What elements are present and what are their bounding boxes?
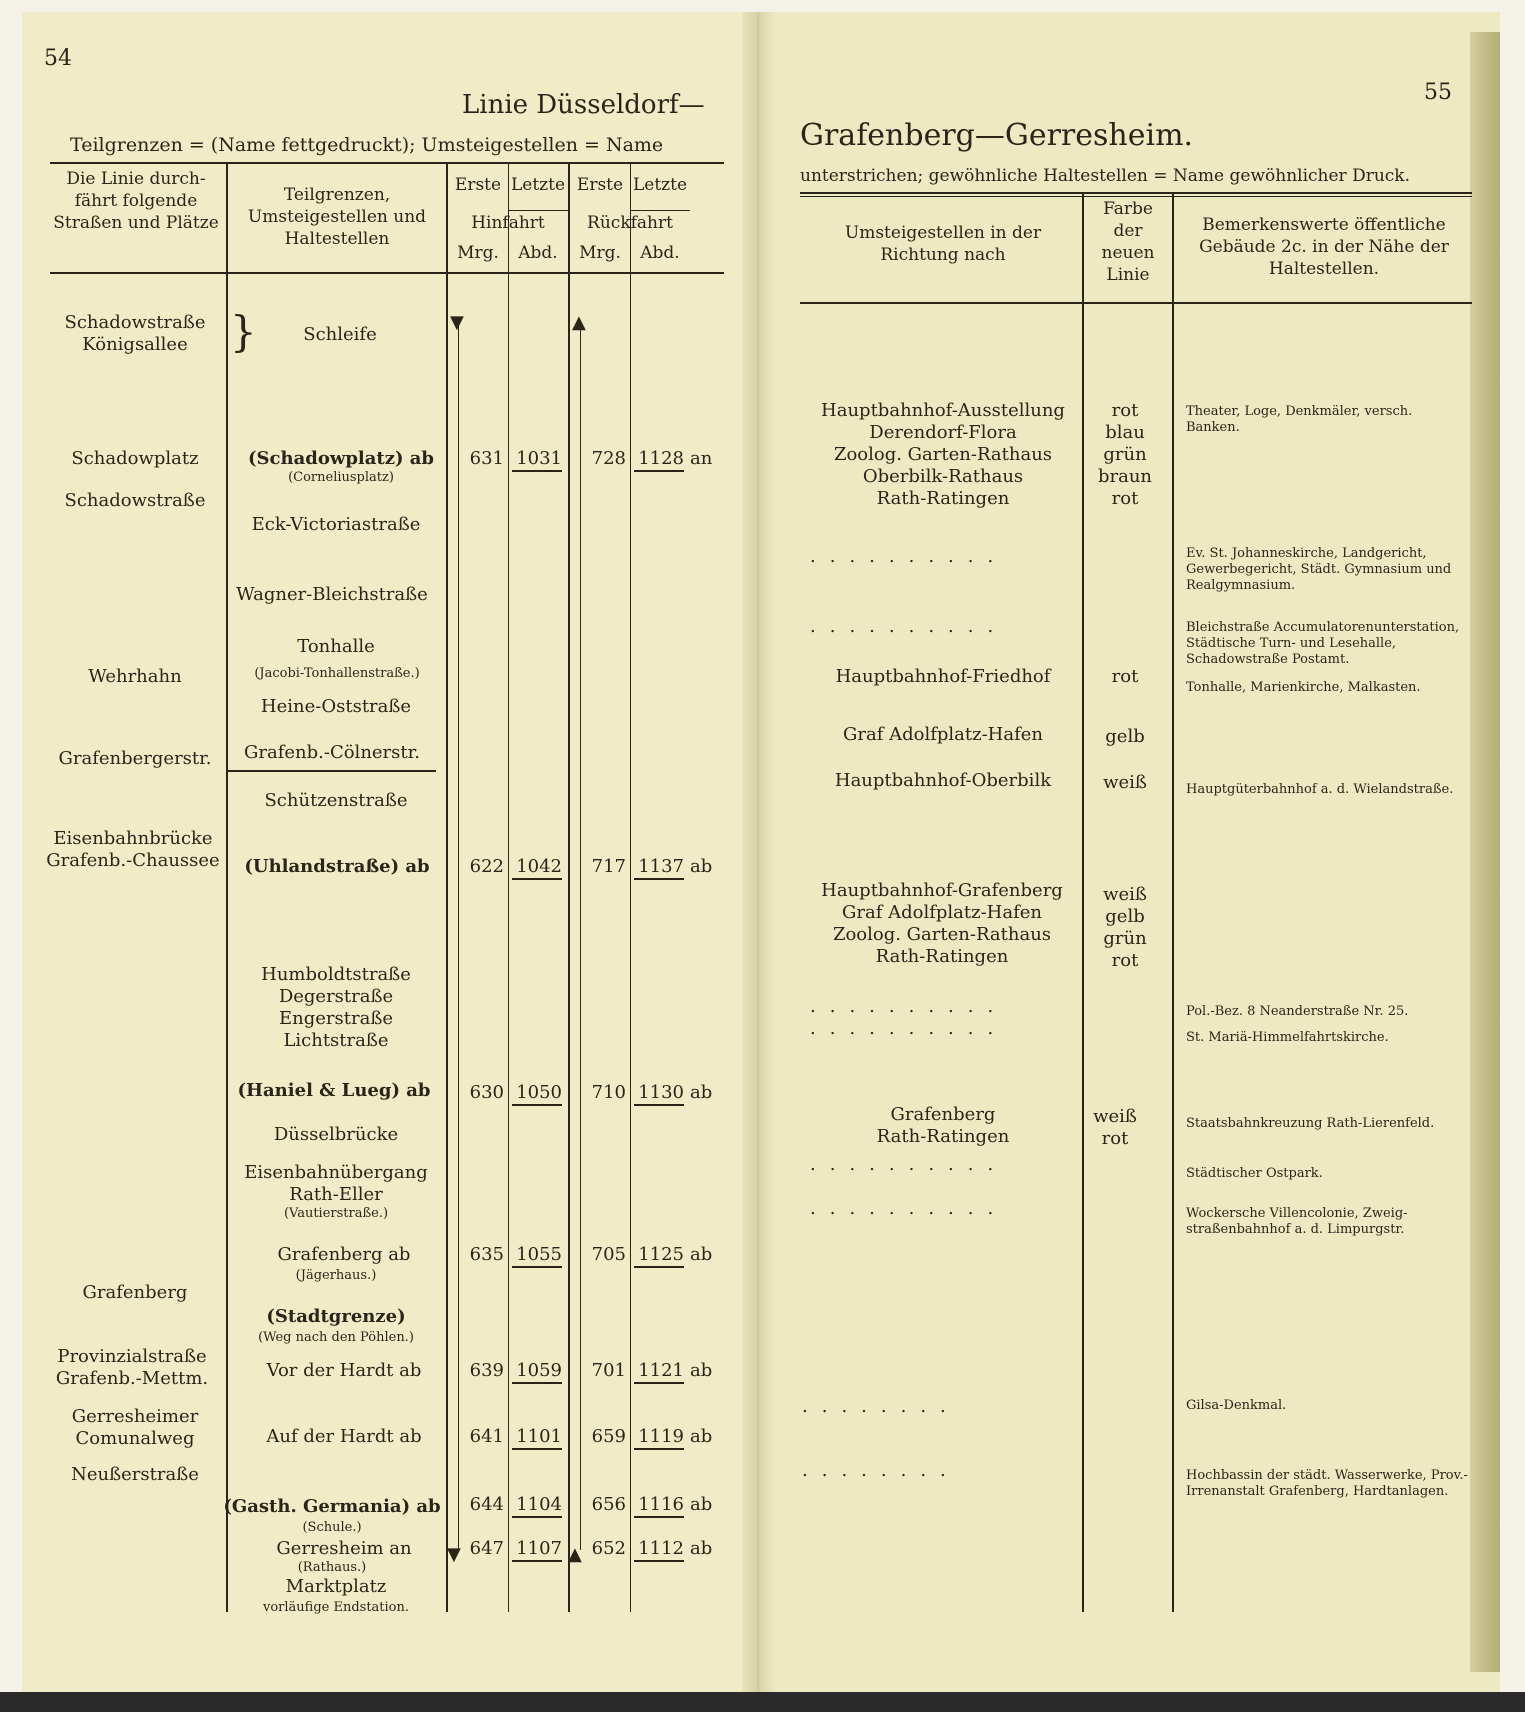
- note-text: Hochbassin der städt. Wasserwerke, Prov.-Irrenanstalt Grafenberg, Hardtanlagen.: [1186, 1468, 1468, 1499]
- stop-label: Eck-Victoriastraße: [251, 514, 421, 535]
- rule: [508, 210, 568, 211]
- time-suffix: an: [690, 448, 713, 469]
- dot-leader: ........: [802, 1396, 960, 1417]
- time-letzte-rueck: 1128: [634, 448, 684, 472]
- time-erste-rueck: 701: [591, 1360, 626, 1381]
- note-text: Bleichstraße Accumulatorenunterstation, Städtische Turn- und Lesehalle, Schadowstraße Postamt.: [1186, 620, 1460, 667]
- stop-sublabel: (Vautierstraße.): [283, 1206, 389, 1221]
- street-label: Schadowstraße Königsallee: [64, 312, 206, 355]
- scan-edge: [0, 1692, 1525, 1712]
- time-letzte-hin: 1101: [512, 1426, 562, 1450]
- dot-leader: ........: [802, 1460, 960, 1481]
- stop-label: Schützenstraße: [264, 790, 408, 811]
- transfer-label: Hauptbahnhof-Friedhof: [835, 666, 1051, 687]
- street-label: Schadowplatz: [71, 448, 199, 469]
- note-text: Staatsbahnkreuzung Rath-Lierenfeld.: [1186, 1116, 1435, 1131]
- time-letzte-rueck: 1116: [634, 1494, 684, 1518]
- time-erste-rueck: 656: [591, 1494, 626, 1515]
- note-text: Pol.-Bez. 8 Neanderstraße Nr. 25.: [1186, 1004, 1409, 1019]
- header-mrg: Mrg.: [457, 243, 499, 263]
- dot-leader: ..........: [810, 996, 1008, 1017]
- rule: [50, 162, 724, 164]
- line-color: rot blau grün braun rot: [1097, 400, 1153, 509]
- right-legend: unterstrichen; gewöhnliche Haltestellen = Name gewöhnlicher Druck.: [800, 166, 1411, 186]
- street-label: Provinzialstraße Grafenb.-Mettm.: [55, 1346, 209, 1389]
- column-divider: [226, 162, 228, 1612]
- time-letzte-rueck: 1119: [634, 1426, 684, 1450]
- note-text: St. Mariä-Himmelfahrtskirche.: [1186, 1030, 1389, 1045]
- stop-label: (Uhlandstraße) ab: [244, 856, 430, 877]
- time-erste-hin: 630: [469, 1082, 504, 1103]
- column-divider: [568, 162, 570, 1612]
- time-erste-rueck: 717: [591, 856, 626, 877]
- header-abd: Abd.: [640, 243, 680, 263]
- time-suffix: ab: [690, 1244, 713, 1265]
- stop-label: Heine-Oststraße: [260, 696, 412, 717]
- stop-label: Humboldtstraße Degerstraße Engerstraße Lichtstraße: [261, 964, 411, 1051]
- header-stops: Teilgrenzen, Umsteigestellen und Haltestellen: [247, 185, 427, 249]
- rule: [226, 770, 436, 772]
- note-text: Gilsa-Denkmal.: [1186, 1398, 1287, 1413]
- time-erste-hin: 622: [469, 856, 504, 877]
- stop-label: Düsselbrücke: [273, 1124, 399, 1145]
- header-streets: Die Linie durchfährt folgende Straßen und Plätze: [53, 169, 219, 233]
- street-label: Gerresheimer Comunalweg: [71, 1406, 199, 1449]
- transfer-label: Graf Adolfplatz-Hafen: [842, 724, 1044, 745]
- transfer-label: Grafenberg Rath-Ratingen: [876, 1104, 1010, 1147]
- time-letzte-rueck: 1125: [634, 1244, 684, 1268]
- header-farbe: Farbe der neuen Linie: [1101, 199, 1155, 285]
- line-color: weiß rot: [1093, 1106, 1137, 1149]
- line-color: gelb: [1105, 726, 1145, 747]
- street-label: Grafenberg: [82, 1282, 188, 1303]
- time-erste-rueck: 659: [591, 1426, 626, 1447]
- time-letzte-hin: 1042: [512, 856, 562, 880]
- dot-leader: ..........: [810, 616, 1008, 637]
- street-label: Neußerstraße: [71, 1464, 199, 1485]
- street-label: Wehrhahn: [88, 666, 182, 687]
- time-letzte-hin: 1059: [512, 1360, 562, 1384]
- time-suffix: ab: [690, 1360, 713, 1381]
- note-text: Wockersche Villencolonie, Zweigstraßenbahnhof a. d. Limpurgstr.: [1186, 1206, 1408, 1237]
- header-letzte: Letzte: [632, 175, 688, 195]
- time-suffix: ab: [690, 1538, 713, 1559]
- stop-sublabel: (Jacobi-Tonhallenstraße.): [254, 666, 420, 681]
- stop-label: (Haniel & Lueg) ab: [237, 1080, 431, 1101]
- time-suffix: ab: [690, 1494, 713, 1515]
- line-color: rot: [1111, 666, 1139, 687]
- stop-label: Tonhalle: [297, 636, 375, 657]
- rule: [630, 210, 690, 211]
- left-title: Linie Düsseldorf—: [462, 90, 705, 120]
- header-abd: Abd.: [518, 243, 558, 263]
- transfer-label: Hauptbahnhof-Ausstellung Derendorf-Flora Zoolog. Garten-Rathaus Oberbilk-Rathaus Rath-Ratingen: [821, 400, 1065, 509]
- arrow-up-start-icon: ▲: [568, 1544, 582, 1565]
- stop-sublabel: (Corneliusplatz): [288, 470, 394, 485]
- page-number-right: 55: [1424, 80, 1452, 105]
- stop-sublabel: (Rathaus.): [297, 1560, 367, 1575]
- stop-sublabel: (Jägerhaus.): [295, 1268, 377, 1283]
- book-gutter: [742, 12, 774, 1692]
- stop-label: Marktplatz: [285, 1576, 387, 1597]
- note-text: Theater, Loge, Denkmäler, versch. Banken.: [1186, 404, 1413, 435]
- time-letzte-rueck: 1121: [634, 1360, 684, 1384]
- stop-label: Schleife: [303, 324, 377, 345]
- time-suffix: ab: [690, 1082, 713, 1103]
- stop-sublabel: vorläufige Endstation.: [262, 1600, 410, 1615]
- left-legend: Teilgrenzen = (Name fettgedruckt); Umsteigestellen = Name: [70, 134, 664, 156]
- column-divider: [1172, 192, 1174, 1612]
- time-letzte-rueck: 1130: [634, 1082, 684, 1106]
- down-arrow-icon: ▼: [450, 312, 464, 333]
- rule: [800, 192, 1472, 194]
- header-umsteige: Umsteigestellen in der Richtung nach: [844, 223, 1042, 265]
- rule: [50, 272, 724, 274]
- time-letzte-hin: 1031: [512, 448, 562, 472]
- dot-leader: ..........: [810, 1018, 1008, 1039]
- up-arrow-icon: ▲: [572, 312, 586, 333]
- time-letzte-hin: 1050: [512, 1082, 562, 1106]
- header-letzte: Letzte: [510, 175, 566, 195]
- time-erste-hin: 631: [469, 448, 504, 469]
- time-letzte-rueck: 1137: [634, 856, 684, 880]
- time-erste-hin: 644: [469, 1494, 504, 1515]
- column-divider: [446, 162, 448, 1612]
- note-text: Tonhalle, Marienkirche, Malkasten.: [1186, 680, 1421, 695]
- time-suffix: ab: [690, 1426, 713, 1447]
- time-erste-rueck: 710: [591, 1082, 626, 1103]
- arrow-down-end-icon: ▼: [447, 1544, 461, 1565]
- stop-label: Auf der Hardt ab: [266, 1426, 422, 1447]
- stop-sublabel: (Schule.): [302, 1520, 362, 1535]
- time-erste-hin: 641: [469, 1426, 504, 1447]
- time-erste-hin: 635: [469, 1244, 504, 1265]
- note-text: Städtischer Ostpark.: [1186, 1166, 1323, 1181]
- street-label: Grafenbergerstr.: [58, 748, 212, 769]
- dot-leader: ..........: [810, 546, 1008, 567]
- time-letzte-hin: 1055: [512, 1244, 562, 1268]
- time-erste-rueck: 705: [591, 1244, 626, 1265]
- time-erste-rueck: 728: [591, 448, 626, 469]
- stop-label: Eisenbahnübergang Rath-Eller: [244, 1162, 428, 1205]
- stop-label: Grafenberg ab: [277, 1244, 411, 1265]
- time-letzte-hin: 1107: [512, 1538, 562, 1562]
- transfer-label: Hauptbahnhof-Grafenberg Graf Adolfplatz-Hafen Zoolog. Garten-Rathaus Rath-Ratingen: [821, 880, 1063, 967]
- dot-leader: ..........: [810, 1198, 1008, 1219]
- note-text: Ev. St. Johanneskirche, Landgericht, Gewerbegericht, Städt. Gymnasium und Realgymnasium.: [1186, 546, 1452, 593]
- time-erste-hin: 639: [469, 1360, 504, 1381]
- note-text: Hauptgüterbahnhof a. d. Wielandstraße.: [1186, 782, 1454, 797]
- street-label: Schadowstraße: [64, 490, 206, 511]
- stop-label: Wagner-Bleichstraße: [236, 584, 428, 605]
- header-erste: Erste: [454, 175, 502, 195]
- stop-sublabel: (Weg nach den Pöhlen.): [258, 1330, 414, 1345]
- transfer-label: Hauptbahnhof-Oberbilk: [834, 770, 1052, 791]
- column-divider: [508, 162, 509, 1612]
- rule: [800, 302, 1472, 304]
- line-color: weiß gelb grün rot: [1103, 884, 1147, 971]
- brace-icon: }: [230, 307, 257, 356]
- time-erste-hin: 647: [469, 1538, 504, 1559]
- time-letzte-hin: 1104: [512, 1494, 562, 1518]
- time-letzte-rueck: 1112: [634, 1538, 684, 1562]
- street-label: Eisenbahnbrücke Grafenb.-Chaussee: [46, 828, 220, 871]
- stop-label: (Stadtgrenze): [266, 1306, 406, 1327]
- page-number-left: 54: [44, 46, 72, 71]
- rule: [800, 196, 1472, 197]
- column-divider: [630, 162, 631, 1612]
- time-suffix: ab: [690, 856, 713, 877]
- stop-label: Gerresheim an: [276, 1538, 412, 1559]
- header-rueckfahrt: Rückfahrt: [587, 213, 673, 233]
- page-edge: [1470, 32, 1500, 1672]
- line-color: weiß: [1103, 772, 1147, 793]
- stop-label: Vor der Hardt ab: [266, 1360, 422, 1381]
- header-hinfahrt: Hinfahrt: [471, 213, 545, 233]
- dot-leader: ..........: [810, 1154, 1008, 1175]
- header-erste: Erste: [576, 175, 624, 195]
- time-erste-rueck: 652: [591, 1538, 626, 1559]
- stop-label: (Gasth. Germania) ab: [223, 1496, 441, 1517]
- stop-label: (Schadowplatz) ab: [248, 448, 434, 469]
- right-title: Grafenberg—Gerresheim.: [800, 118, 1194, 153]
- header-mrg: Mrg.: [579, 243, 621, 263]
- header-gebaeude: Bemerkenswerte öffentliche Gebäude 2c. in der Nähe der Haltestellen.: [1199, 215, 1449, 279]
- stop-label: Grafenb.-Cölnerstr.: [244, 742, 420, 763]
